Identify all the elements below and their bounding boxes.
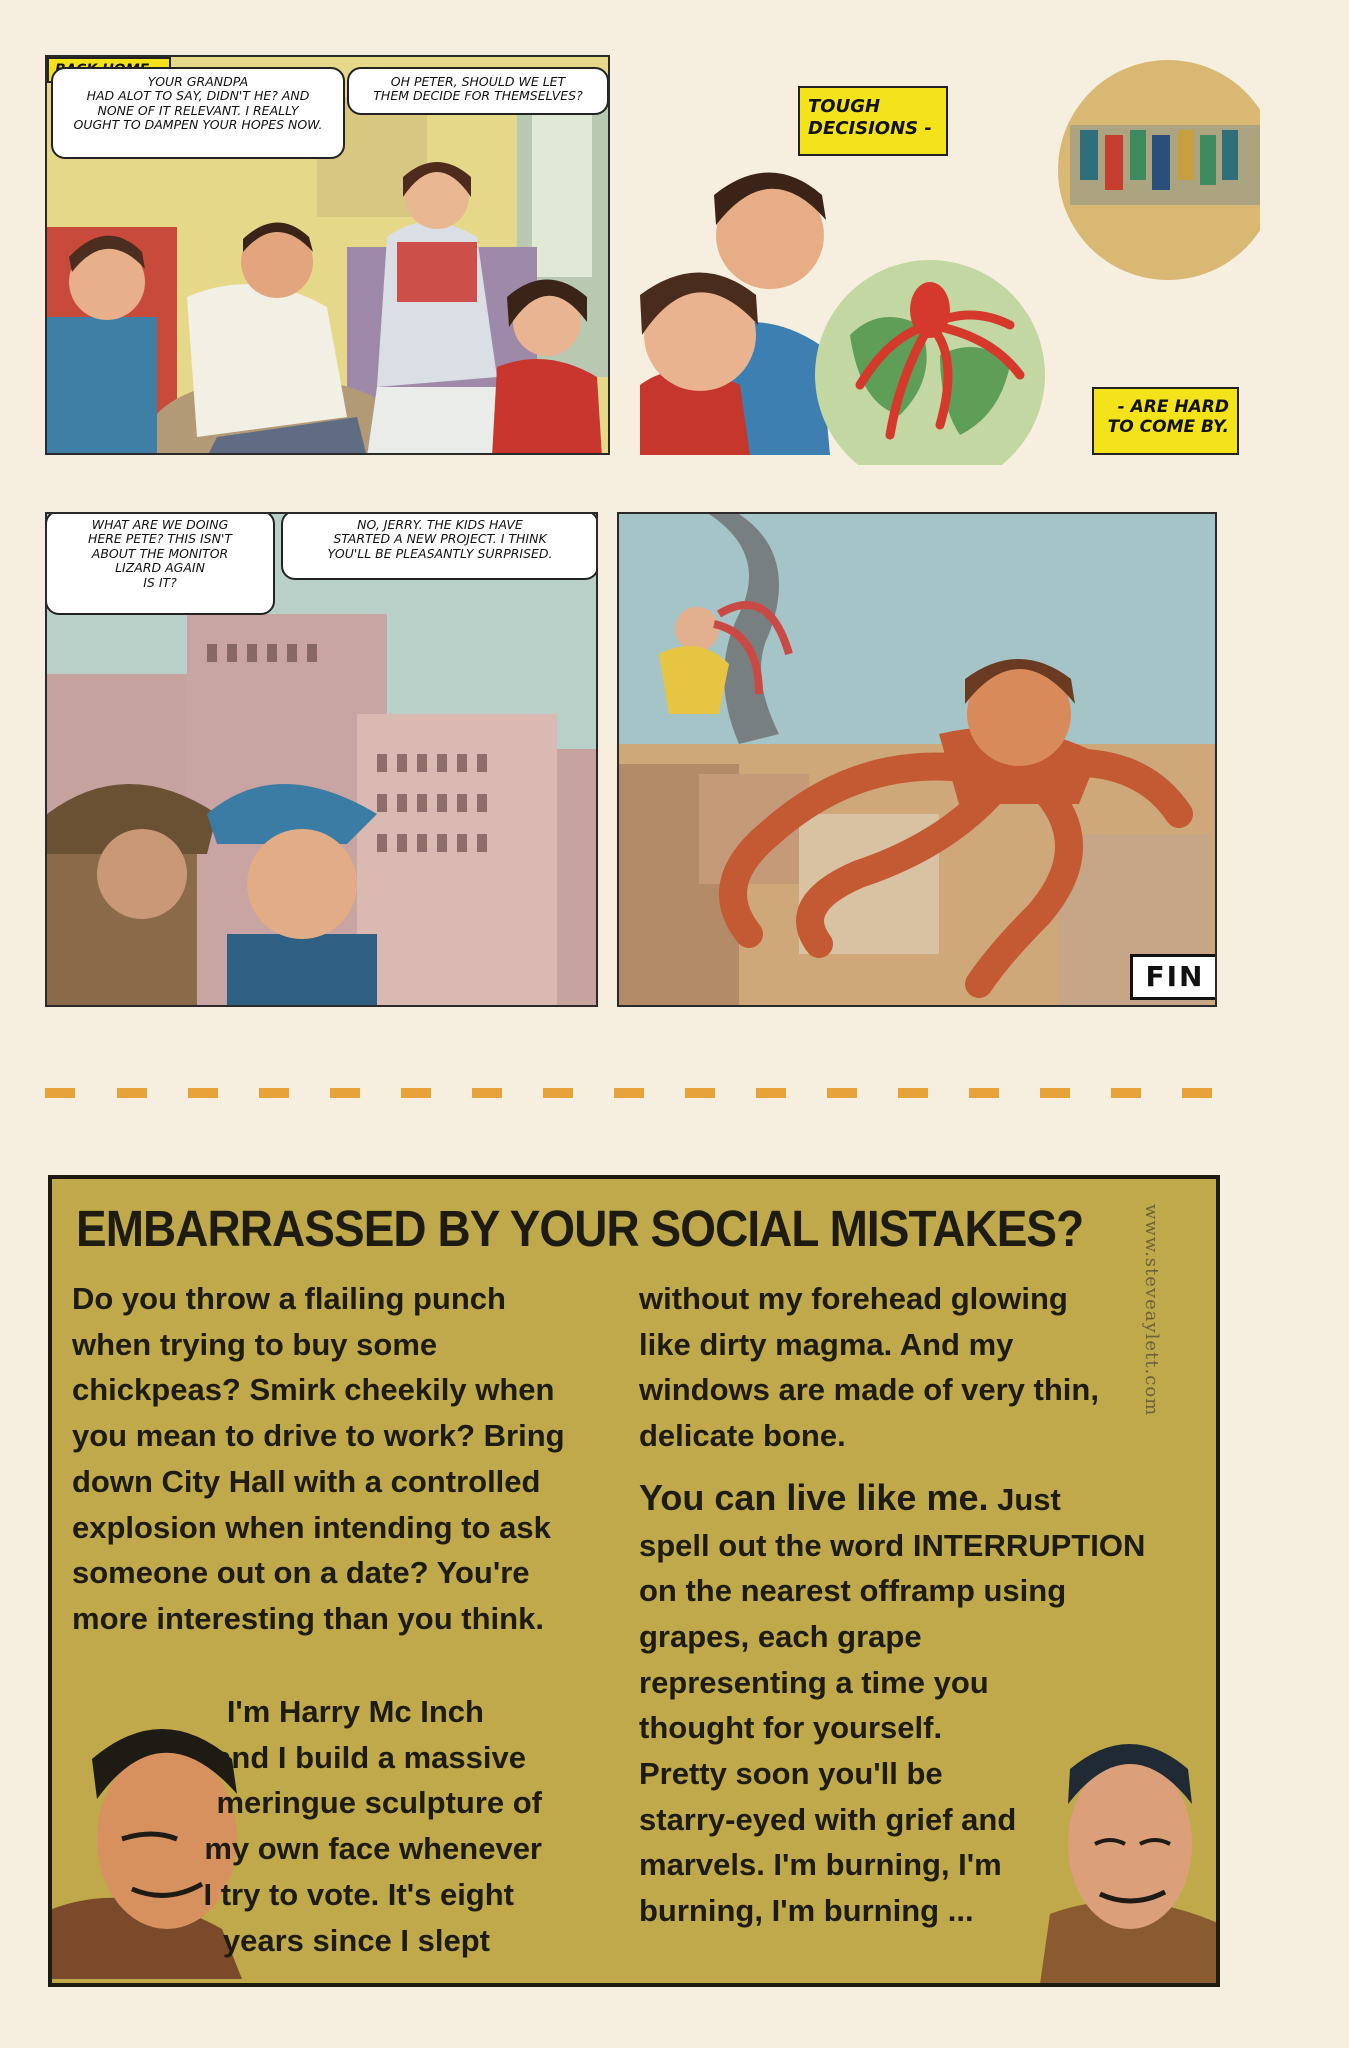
advert-right-line: thought for yourself. <box>639 1710 943 1746</box>
advert-right-line: starry-eyed with grief and <box>639 1801 1017 1837</box>
advert-left-line: more interesting than you think. <box>72 1600 544 1636</box>
speech-balloon-mother: OH PETER, SHOULD WE LET THEM DECIDE FOR THEMSELVES? <box>347 67 609 115</box>
advert-harry-column <box>152 1689 552 1963</box>
advert-left-line: when trying to buy some <box>72 1326 438 1362</box>
advert-harry-line: my own face whenever <box>204 1831 542 1867</box>
advert-right-line: windows are made of very thin, <box>639 1372 1099 1408</box>
panel-monster-city <box>617 512 1217 1007</box>
caption-tough-decisions: TOUGH DECISIONS - <box>798 86 948 156</box>
advert-lead-line <box>639 1475 1199 1523</box>
advert-harry-line: meringue sculpture of <box>216 1785 542 1821</box>
advert-url: www.steveaylett.com <box>1141 1204 1162 1417</box>
advert-left-line: you mean to drive to work? Bring <box>72 1418 565 1454</box>
advert-harry-line: I try to vote. It's eight <box>203 1876 514 1912</box>
speech-balloon-pete: NO, JERRY. THE KIDS HAVE STARTED A NEW PROJECT. I THINK YOU'LL BE PLEASANTLY SURPRISED. <box>281 512 598 580</box>
advert-right-line: on the nearest offramp using <box>639 1573 1067 1609</box>
advert-left-column <box>72 1276 632 1642</box>
caption-hard-to-come-by: - ARE HARD TO COME BY. <box>1092 387 1239 455</box>
panel-living-room <box>45 55 610 455</box>
monster-city-illustration <box>619 514 1217 1007</box>
advert-left-line: someone out on a date? You're <box>72 1555 530 1591</box>
advert-lead: You can live like me. <box>639 1476 989 1518</box>
advert-lead-rest: Just <box>997 1481 1061 1517</box>
advert-right-line: like dirty magma. And my <box>639 1326 1014 1362</box>
speech-balloon-father: YOUR GRANDPA HAD ALOT TO SAY, DIDN'T HE? AND NONE OF IT RELEVANT. I REALLY OUGHT TO DAMPEN YOUR HOPES NOW. <box>51 67 345 159</box>
advert-right-line: spell out the word INTERRUPTION <box>639 1527 1146 1563</box>
speech-balloon-jerry: WHAT ARE WE DOING HERE PETE? THIS ISN'T ABOUT THE MONITOR LIZARD AGAIN IS IT? <box>45 512 275 615</box>
advert-harry-line: years since I slept <box>222 1922 490 1958</box>
advert-right-line: Pretty soon you'll be <box>639 1756 943 1792</box>
second-portrait <box>1040 1694 1220 1984</box>
panel-city-street <box>45 512 598 1007</box>
advert-headline: EMBARRASSED BY YOUR SOCIAL MISTAKES? <box>76 1200 1084 1257</box>
fin-label: FIN <box>1130 954 1217 1000</box>
advert-right-line: delicate bone. <box>639 1418 846 1454</box>
advert-harry-line: and I build a massive <box>214 1739 526 1775</box>
advert-right-line: without my forehead glowing <box>639 1281 1068 1316</box>
advert-left-line: chickpeas? Smirk cheekily when <box>72 1372 555 1408</box>
advert-right-line: grapes, each grape <box>639 1618 922 1654</box>
advert-right-line: representing a time you <box>639 1664 989 1700</box>
panel-tough-decisions <box>640 55 1260 465</box>
advert-left-line: explosion when intending to ask <box>72 1509 551 1545</box>
advert-right-line: marvels. I'm burning, I'm <box>639 1847 1002 1883</box>
advert-right-line: burning, I'm burning ... <box>639 1893 974 1929</box>
advert-left-line: down City Hall with a controlled <box>72 1463 541 1499</box>
advert-left-line: Do you throw a flailing punch <box>72 1281 506 1316</box>
advert-harry-line: I'm Harry Mc Inch <box>226 1694 484 1729</box>
advert-box <box>48 1175 1220 1987</box>
